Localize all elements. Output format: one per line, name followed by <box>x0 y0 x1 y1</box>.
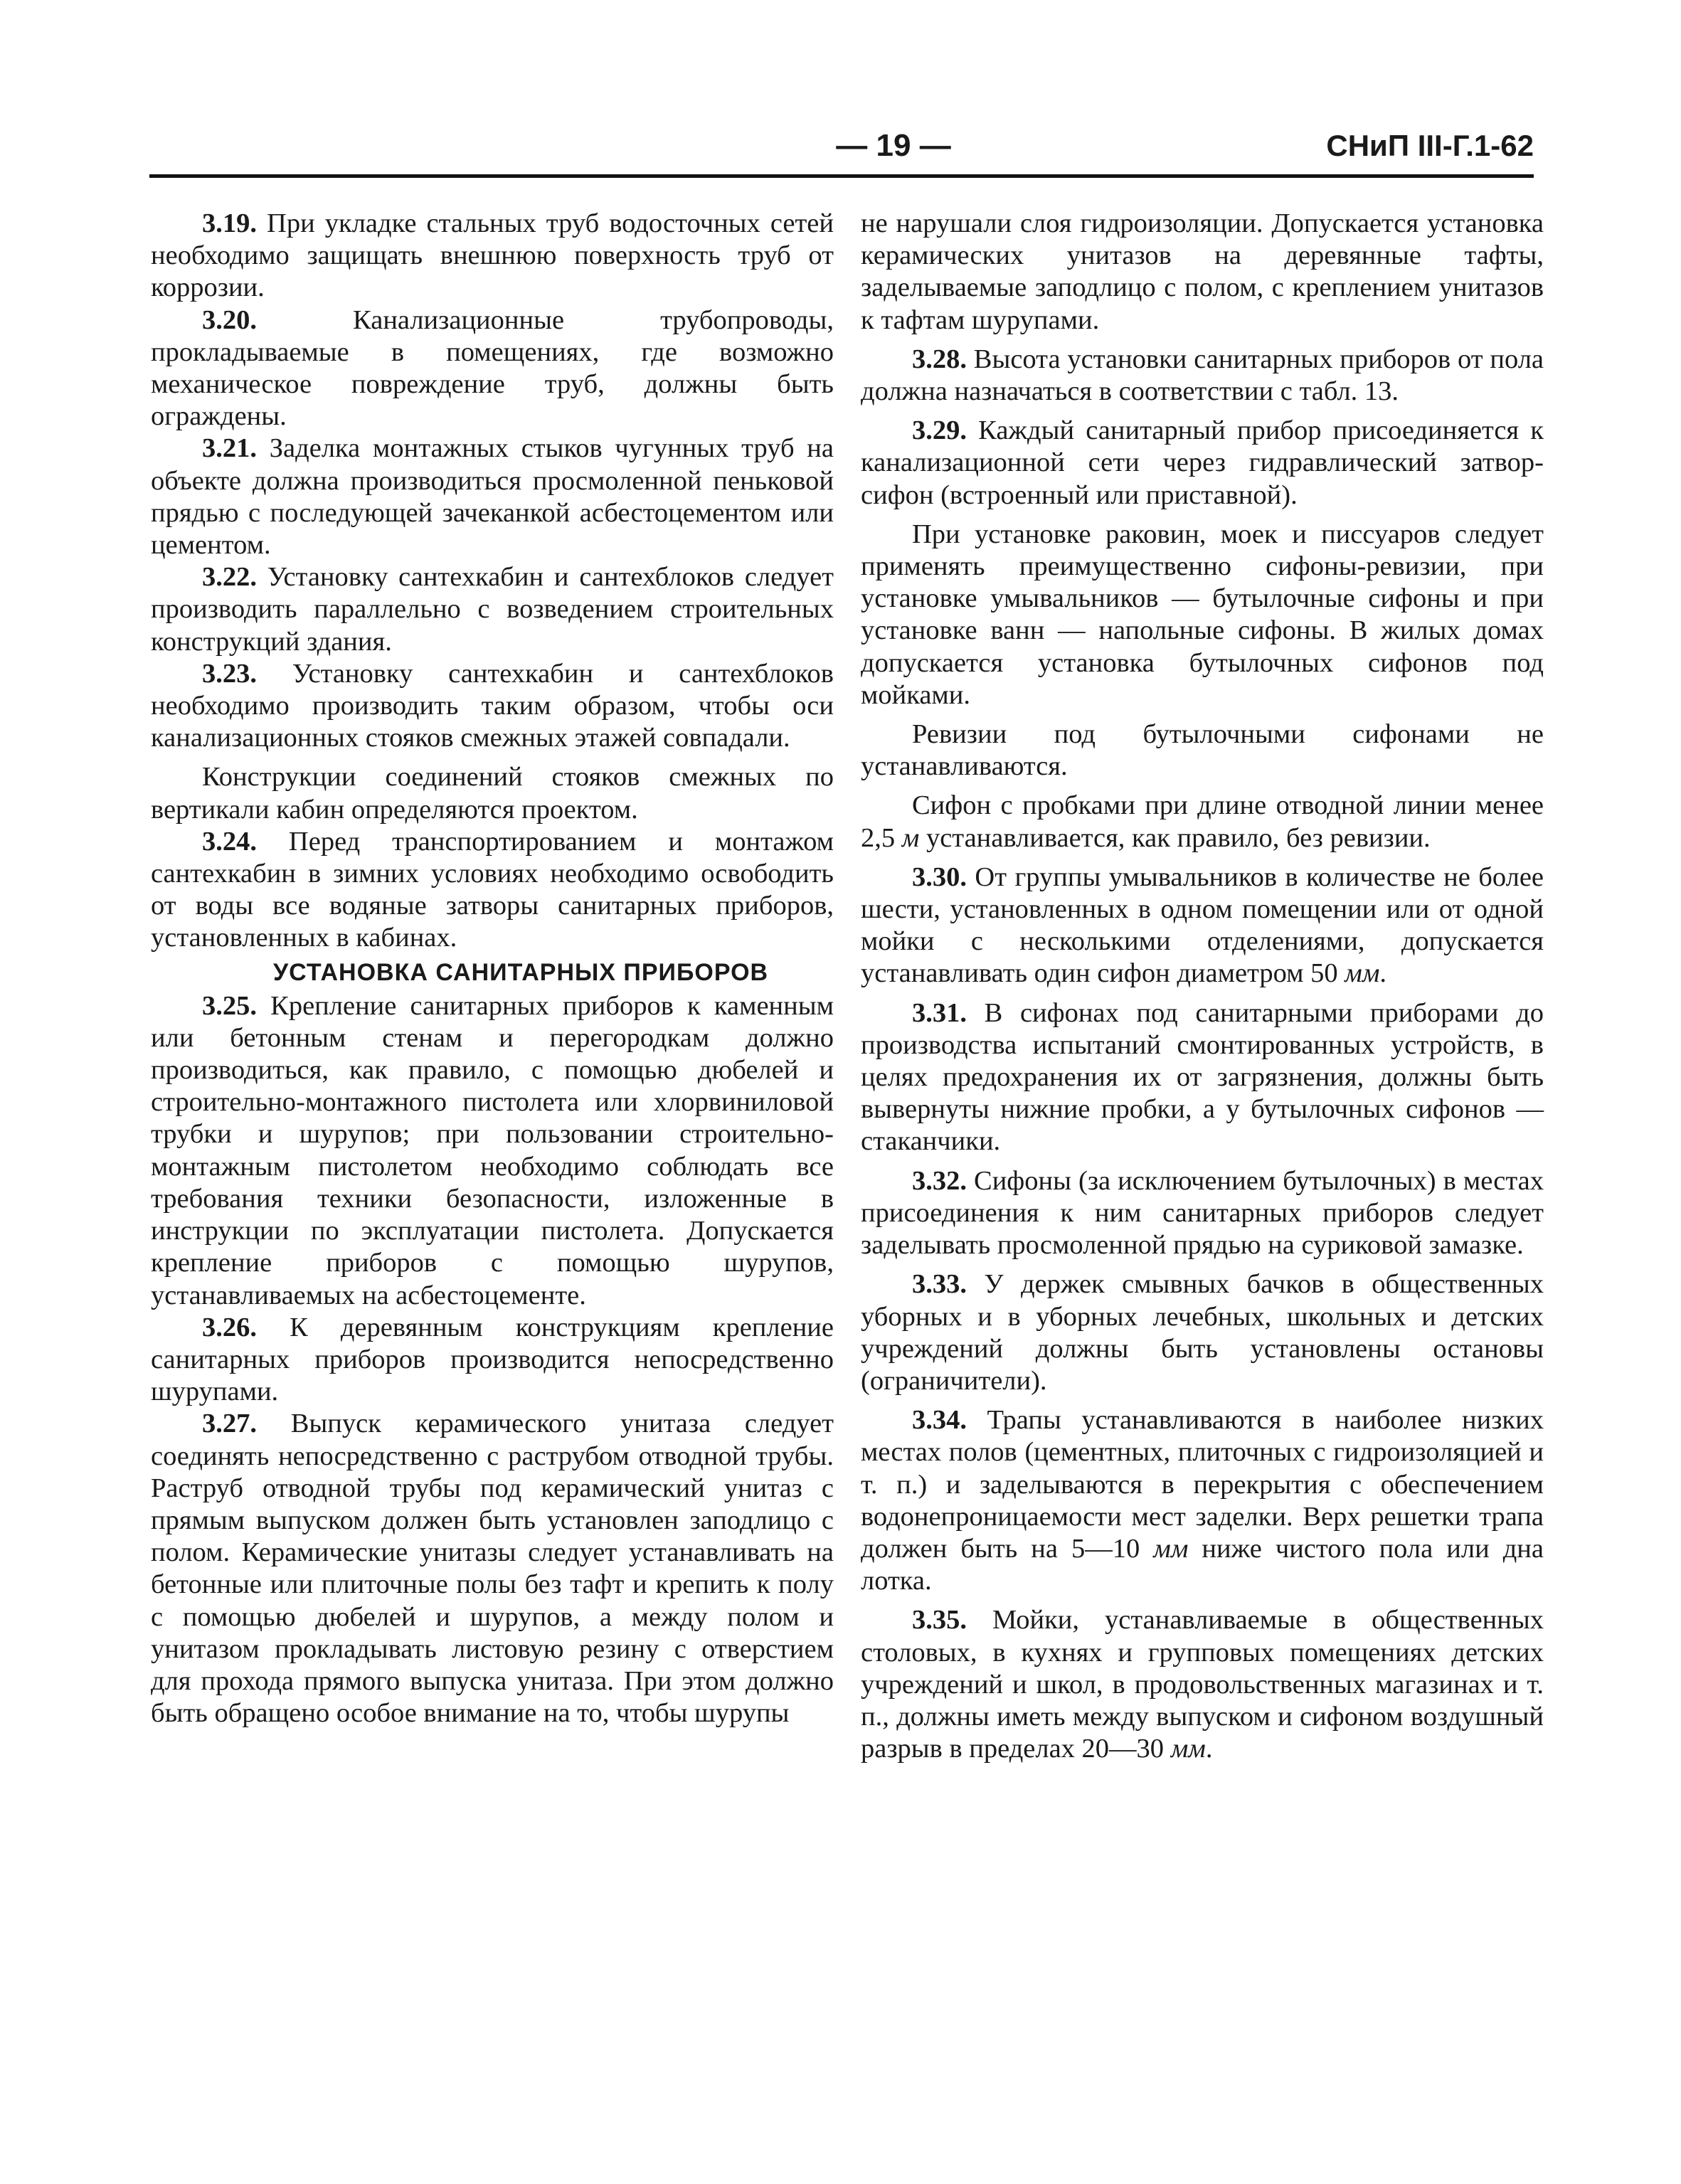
clause-text: . <box>1379 958 1387 989</box>
clause-number: 3.24. <box>202 826 257 857</box>
page-header <box>149 124 1534 181</box>
paragraph-3-20 <box>151 304 834 433</box>
clause-text: Сифон с пробками при длине отводной линии менее 2,5 <box>861 790 1544 853</box>
clause-number: 3.31. <box>912 997 967 1028</box>
clause-text: Крепление санитарных приборов к каменным или бетонным стенам и перегородкам должно производиться, как правило, с помощью дюбелей и строительно-монтажного пистолета или хлорвиниловой трубки и шурупов; при пользовании строительно-монтажным пистолетом необходимо соблюдать все требования техники безопасности, изложенные в инструкции по эксплуатации пистолета. Допускается крепление приборов с помощью шурупов, устанавливаемых на асбестоцементе. <box>151 990 834 1310</box>
paragraph-3-22 <box>151 561 834 658</box>
paragraph-3-35 <box>861 1604 1544 1765</box>
clause-text: Установку сантехкабин и сантехблоков необходимо производить таким образом, чтобы оси канализационных стояков смежных этажей совпадали. <box>151 658 834 753</box>
clause-text: От группы умывальников в количестве не более шести, установленных в одном помещении или от одной мойки с несколькими отделениями, допускается устанавливать один сифон диаметром 50 <box>861 862 1544 989</box>
clause-number: 3.21. <box>202 433 257 464</box>
clause-text: В сифонах под санитарными приборами до производства испытаний смонтированных устройств, в целях предохранения их от загрязнения, должны быть вывернуты нижние пробки, а у бутылочных сифонов — стаканчики. <box>861 997 1544 1157</box>
clause-text: Трапы устанавливаются в наиболее низких местах полов (цементных, плиточных с гидроизоляцией и т. п.) и заделываются в перекрытия с обеспечением водонепроницаемости мест заделки. Верх решетки трапа должен быть на 5—10 <box>861 1405 1544 1564</box>
clause-number: 3.25. <box>202 990 257 1021</box>
clause-text: Сифоны (за исключением бутылочных) в местах присоединения к ним санитарных приборов следует заделывать просмоленной прядью на суриковой замазке. <box>861 1165 1544 1261</box>
clause-text: Канализационные трубопроводы, прокладываемые в помещениях, где возможно механическое повреждение труб, должны быть ограждены. <box>151 304 834 432</box>
section-heading: УСТАНОВКА САНИТАРНЫХ ПРИБОРОВ <box>273 958 769 986</box>
paragraph-3-29-siphons <box>861 519 1544 711</box>
clause-number: 3.29. <box>912 415 967 446</box>
clause-number: 3.28. <box>912 344 967 374</box>
clause-text: ниже чистого пола или дна лотка. <box>861 1533 1544 1596</box>
paragraph-3-25 <box>151 990 834 1312</box>
unit-label: мм <box>1153 1533 1189 1564</box>
unit-label: м <box>901 822 920 853</box>
clause-number: 3.20. <box>202 304 257 335</box>
paragraph-3-28 <box>861 344 1544 408</box>
paragraph-3-19 <box>151 208 834 304</box>
paragraph-3-31 <box>861 997 1544 1158</box>
clause-number: 3.30. <box>912 862 967 892</box>
clause-text: Высота установки санитарных приборов от пола должна назначаться в соответствии с табл. 13. <box>861 344 1544 407</box>
clause-text: устанавливается, как правило, без ревизии. <box>919 822 1431 853</box>
clause-text: Перед транспортированием и монтажом сантехкабин в зимних условиях необходимо освободить от воды все водяные затворы санитарных приборов, установленных в кабинах. <box>151 826 834 953</box>
paragraph-3-24 <box>151 826 834 955</box>
clause-number: 3.32. <box>912 1165 967 1196</box>
clause-text: не нарушали слоя гидроизоляции. Допускается установка керамических унитазов на деревянные тафты, заделываемые заподлицо с полом, с креплением унитазов к тафтам шурупами. <box>861 208 1544 335</box>
clause-number: 3.23. <box>202 658 257 689</box>
clause-number: 3.22. <box>202 562 257 593</box>
clause-number: 3.19. <box>202 208 257 238</box>
clause-text: Конструкции соединений стояков смежных по вертикали кабин определяются проектом. <box>151 762 834 825</box>
clause-text: При укладке стальных труб водосточных сетей необходимо защищать внешнюю поверхность труб от коррозии. <box>151 208 834 303</box>
paragraph-3-29-revisions <box>861 719 1544 783</box>
clause-number: 3.35. <box>912 1605 967 1636</box>
clause-number: 3.34. <box>912 1405 967 1436</box>
clause-number: 3.26. <box>202 1312 257 1342</box>
unit-label: мм <box>1170 1734 1206 1764</box>
clause-text: К деревянным конструкциям крепление санитарных приборов производится непосредственно шурупами. <box>151 1312 834 1407</box>
document-code: СНиП III-Г.1-62 <box>1326 129 1534 162</box>
clause-text: Ревизии под бутылочными сифонами не устанавливаются. <box>861 719 1544 782</box>
clause-text: Выпуск керамического унитаза следует соединять непосредственно с раструбом отводной трубы. Раструб отводной трубы под керамический унитаз с прямым выпуском должен быть установлен заподлицо с полом. Керамические унитазы следует устанавливать на бетонные или плиточные полы без тафт и крепить к полу с помощью дюбелей и шурупов, а между полом и унитазом прокладывать листовую резину с отверстием для прохода прямого выпуска унитаза. При этом должно быть обращено особое внимание на то, чтобы шурупы <box>151 1409 834 1729</box>
clause-text: . <box>1205 1734 1213 1764</box>
paragraph-3-32 <box>861 1165 1544 1262</box>
clause-number: 3.27. <box>202 1409 257 1439</box>
unit-label: мм <box>1345 958 1380 989</box>
paragraph-3-21 <box>151 433 834 561</box>
paragraph-3-29-plugs <box>861 790 1544 854</box>
page-number: — 19 — <box>836 128 951 163</box>
header-rule <box>149 174 1534 178</box>
paragraph-3-33 <box>861 1268 1544 1397</box>
right-column <box>861 208 1544 1765</box>
clause-text: Установку сантехкабин и сантехблоков следует производить параллельно с возведением строительных конструкций здания. <box>151 562 834 657</box>
clause-text: При установке раковин, моек и писсуаров следует применять преимущественно сифоны-ревизии, при установке умывальников — бутылочные сифоны и при установке ванн — напольные сифоны. В жилых домах допускается установка бутылочных сифонов под мойками. <box>861 519 1544 710</box>
clause-number: 3.33. <box>912 1269 967 1300</box>
left-column <box>151 208 834 1729</box>
paragraph-3-23-note <box>151 761 834 825</box>
paragraph-3-26 <box>151 1312 834 1409</box>
paragraph-3-29 <box>861 415 1544 511</box>
clause-text: Заделка монтажных стыков чугунных труб на объекте должна производиться просмоленной пеньковой прядью с последующей зачеканкой асбестоцементом или цементом. <box>151 433 834 561</box>
clause-text: У держек смывных бачков в общественных уборных и в уборных лечебных, школьных и детских учреждений должны быть установлены остановы (ограничители). <box>861 1269 1544 1396</box>
paragraph-3-27-continued <box>861 208 1544 336</box>
clause-text: Мойки, устанавливаемые в общественных столовых, в кухнях и групповых помещениях детских учреждений и школ, в продовольственных магазинах и т. п., должны иметь между выпуском и сифоном воздушный разрыв в пределах 20—30 <box>861 1605 1544 1764</box>
clause-text: Каждый санитарный прибор присоединяется к канализационной сети через гидравлический затвор-сифон (встроенный или приставной). <box>861 415 1544 510</box>
paragraph-3-23 <box>151 658 834 755</box>
paragraph-3-30 <box>861 862 1544 990</box>
paragraph-3-27 <box>151 1408 834 1729</box>
paragraph-3-34 <box>861 1404 1544 1597</box>
